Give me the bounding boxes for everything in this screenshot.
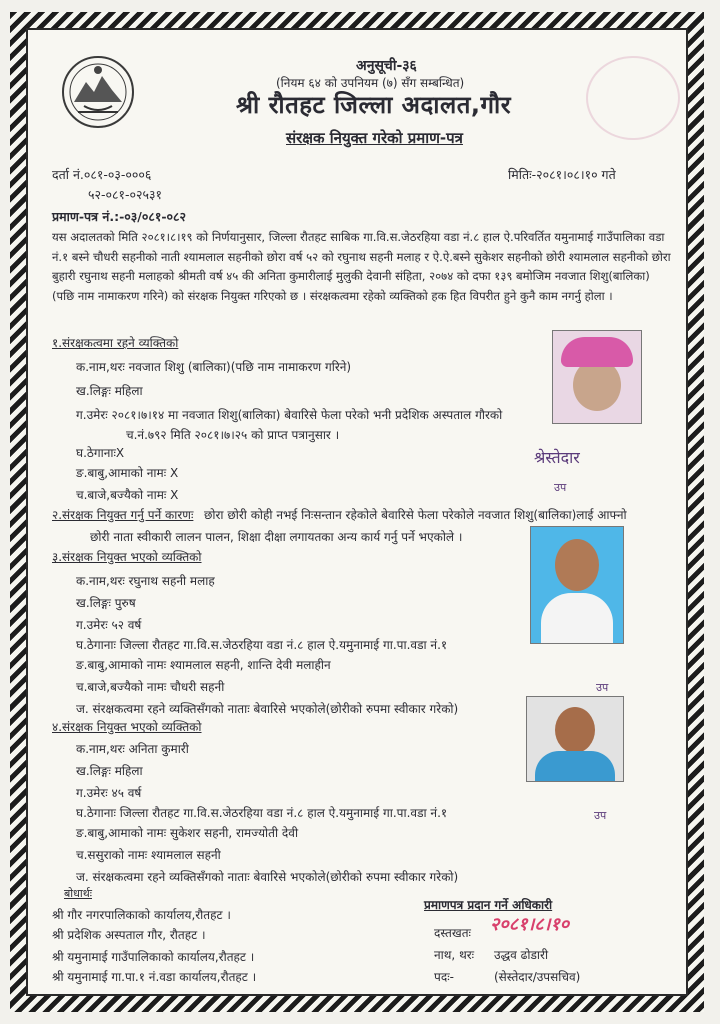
section4-relation: ज. संरक्षकत्वमा रहने व्यक्तिसँगको नाताः बेवारिसे भएकोले(छोरीको रुपमा स्वीकार गरेको) (76, 870, 459, 884)
certificate-number: प्रमाण-पत्र नं.:-०३/०८१-०८२ (52, 209, 187, 224)
section3-gender: ख.लिङ्गः पुरुष (76, 596, 136, 610)
authority-post-value: (सेस्तेदार/उपसचिव) (494, 970, 581, 984)
guardian-male-photo (530, 526, 624, 644)
section3-heading: ३.संरक्षक नियुक्त भएको व्यक्तिको (52, 550, 202, 564)
bodharth-heading: बोधार्थः (64, 887, 92, 900)
section3-parents: ङ.बाबु,आमाको नामः श्यामलाल सहनी, शान्ति देवी मलाहीन (76, 658, 331, 672)
rule-reference: (नियम ६४ को उपनियम (७) सँग सम्बन्धित) (276, 76, 465, 90)
section1-address: घ.ठेगानाःX (76, 446, 125, 460)
section4-heading: ४.संरक्षक नियुक्त भएको व्यक्तिको (52, 720, 202, 734)
infant-photo-signature: श्रेस्तेदार (534, 448, 580, 467)
intro-paragraph: यस अदालतको मिति २०८१।८।१९ को निर्णयानुसार, जिल्ला रौतहट साबिक गा.वि.स.जेठरहिया वडा नं.८ हाल ऐ.परिवर्तित यमुनामाई गाउँपालिका वडा नं.१ बस्ने चौधरी सहनीको नाती श्यामलाल सहनीको छोरा वर्ष ५२ को रघुनाथ सहनी मलाह र ऐ.ऐ.बस्ने सुकेशर सहनीको छोरी श्यामलाल सहनीको छोरा बुहारी रघुनाथ सहनी मलाहको श्रीमती वर्ष ४५ की अनिता कुमारीलाई मुलुकी देवानी संहिता, २०७४ को दफा १३९ बमोजिम नवजात शिशु(बालिका)(पछि नाम नामाकरण गरिने) को संरक्षक नियुक्त गरिएको छ । संरक्षकत्वमा रहेको व्यक्तिको हक हित विपरीत हुने कुनै काम नगर्नु होला । (52, 230, 671, 303)
section4-address: घ.ठेगानाः जिल्ला रौतहट गा.वि.स.जेठरहिया वडा नं.८ हाल ऐ.यमुनामाई गा.पा.वडा नं.१ (76, 806, 448, 820)
section4-age: ग.उमेरः ४५ वर्ष (76, 786, 142, 800)
section4-name: क.नाम,थरः अनिता कुमारी (76, 742, 189, 756)
bodharth-item-2: श्री प्रदेशिक अस्पताल गौर, रौतहट । (52, 928, 206, 942)
darta-number: दर्ता नं.०८१-०३-०००६ (52, 167, 152, 182)
issue-date: मितिः-२०८१।०८।१० गते (508, 167, 616, 182)
section1-name: क.नाम,थरः नवजात शिशु (बालिका)(पछि नाम नामाकरण गरिने) (76, 360, 352, 374)
guardian-female-photo-stamp: उप (594, 809, 607, 822)
authority-post-label: पदः- (434, 970, 454, 984)
infant-photo-stamp: उप (554, 481, 567, 494)
authority-heading: प्रमाणपत्र प्रदान गर्ने अधिकारी (424, 898, 553, 912)
section3-age: ग.उमेरः ५२ वर्ष (76, 618, 142, 632)
section4-parents: ङ.बाबु,आमाको नामः सुकेशर सहनी, रामज्योती देवी (76, 826, 299, 840)
authority-handwritten-date: २०८१।८।१० (490, 914, 570, 935)
section4-father-in-law: च.ससुराको नामः श्यामलाल सहनी (76, 848, 221, 862)
guardian-female-photo (526, 696, 624, 782)
bodharth-item-4: श्री यमुनामाई गा.पा.१ नं.वडा कार्यालय,रौतहट । (52, 970, 257, 984)
authority-signature-label: दस्तखतः (434, 926, 471, 940)
section1-gender: ख.लिङ्गः महिला (76, 384, 143, 398)
bodharth-item-1: श्री गौर नगरपालिकाको कार्यालय,रौतहट । (52, 908, 231, 922)
infant-photo (552, 330, 642, 424)
guardian-male-photo-stamp: उप (596, 681, 609, 694)
section1-grandfather: च.बाजे,बज्यैको नामः X (76, 488, 179, 502)
section3-grandfather: च.बाजे,बज्यैको नामः चौधरी सहनी (76, 680, 225, 694)
section1-parents: ङ.बाबु,आमाको नामः X (76, 466, 179, 480)
certificate-title: संरक्षक नियुक्त गरेको प्रमाण-पत्र (286, 129, 463, 147)
schedule-label: अनुसूची-३६ (356, 58, 417, 74)
section2-text-line2: छोरी नाता स्वीकारी लालन पालन, शिक्षा दीक्षा लगायतका अन्य कार्य गर्नु पर्ने भएकोले । (90, 530, 463, 544)
section2-heading: २.संरक्षक नियुक्त गर्नु पर्ने कारणः (52, 508, 194, 522)
certificate-frame (10, 12, 704, 1012)
section4-gender: ख.लिङ्गः महिला (76, 764, 143, 778)
section1-heading: १.संरक्षकत्वमा रहने व्यक्तिको (52, 336, 179, 350)
darta-number-2: ५२-०८१-०२५३१ (88, 187, 163, 202)
section3-relation: ज. संरक्षकत्वमा रहने व्यक्तिसँगको नाताः बेवारिसे भएकोले(छोरीको रुपमा स्वीकार गरेको) (76, 702, 459, 716)
section2-text-line1: छोरा छोरी कोही नभई निःसन्तान रहेकोले बेवारिसे फेला परेकोले नवजात शिशु(बालिका)लाई आफ्नो (204, 508, 627, 522)
court-name: श्री रौतहट जिल्ला अदालत,गौर (236, 91, 512, 119)
authority-name-label: नाथ, थरः (434, 948, 475, 962)
faint-seal-stamp (586, 56, 680, 140)
section3-name: क.नाम,थरः रघुनाथ सहनी मलाह (76, 574, 215, 588)
section3-address: घ.ठेगानाः जिल्ला रौतहट गा.वि.स.जेठरहिया वडा नं.८ हाल ऐ.यमुनामाई गा.पा.वडा नं.१ (76, 638, 448, 652)
section1-age-line2: च.नं.७९२ मिति २०८१।७।२५ को प्राप्त पत्रानुसार । (126, 428, 340, 442)
bodharth-item-3: श्री यमुनामाई गाउँपालिकाको कार्यालय,रौतहट । (52, 950, 255, 964)
nepal-emblem-icon (60, 54, 136, 130)
section1-age-line1: ग.उमेरः २०८१।७।१४ मा नवजात शिशु(बालिका) बेवारिसे फेला परेको भनी प्रदेशिक अस्पताल गौरको (76, 408, 503, 422)
authority-name-value: उद्धव ढोडारी (494, 948, 549, 962)
